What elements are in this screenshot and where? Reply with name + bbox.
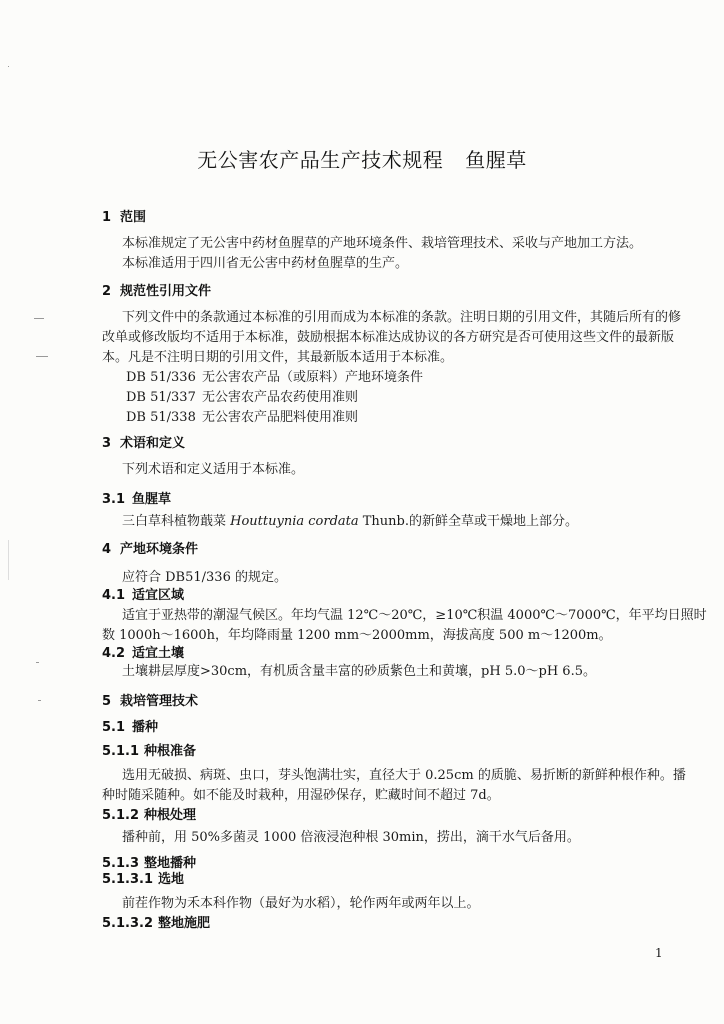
- reference-item: DB 51/336 无公害农产品（或原料）产地环境条件: [126, 370, 424, 385]
- section-5-1-3-1-line: 前茬作物为禾本科作物（最好为水稻），轮作两年或两年以上。: [122, 896, 480, 911]
- definition-text: 三白草科植物蕺菜 Houttuynia cordata Thunb.的新鲜全草或干燥地上部分。: [122, 514, 579, 529]
- section-5-1-3-1-heading: 5.1.3.1 选地: [102, 872, 185, 887]
- section-4-2-line: 土壤耕层厚度>30cm，有机质含量丰富的砂质紫色土和黄壤，pH 5.0～pH 6.5。: [122, 664, 596, 679]
- section-3-1-heading: 3.1 鱼腥草: [102, 492, 172, 507]
- section-4-paragraph: 应符合 DB51/336 的规定。: [122, 570, 287, 585]
- title-subject: 鱼腥草: [465, 148, 527, 172]
- section-2-paragraph-line: 本。凡是不注明日期的引用文件，其最新版本适用于本标准。: [102, 350, 454, 365]
- section-4-heading: 4 产地环境条件: [102, 542, 199, 557]
- section-2-heading: 2 规范性引用文件: [102, 284, 212, 299]
- section-5-1-3-2-heading: 5.1.3.2 整地施肥: [102, 916, 211, 931]
- section-1-paragraph-2: 本标准适用于四川省无公害中药材鱼腥草的生产。: [122, 256, 409, 271]
- section-4-1-heading: 4.1 适宜区域: [102, 588, 185, 603]
- section-5-1-1-heading: 5.1.1 种根准备: [102, 744, 197, 759]
- section-3-paragraph: 下列术语和定义适用于本标准。: [122, 462, 305, 477]
- section-4-2-heading: 4.2 适宜土壤: [102, 646, 185, 661]
- section-3-heading: 3 术语和定义: [102, 436, 186, 451]
- section-5-heading: 5 栽培管理技术: [102, 694, 199, 709]
- section-4-1-line: 数 1000h～1600h，年均降雨量 1200 mm～2000mm，海拔高度 500 m～1200m。: [102, 628, 612, 643]
- reference-item: DB 51/338 无公害农产品肥料使用准则: [126, 410, 359, 425]
- page-title: [0, 144, 724, 173]
- section-1-paragraph-1: 本标准规定了无公害中药材鱼腥草的产地环境条件、栽培管理技术、采收与产地加工方法。: [122, 236, 643, 251]
- section-5-1-2-heading: 5.1.2 种根处理: [102, 808, 197, 823]
- section-5-1-1-line: 选用无破损、病斑、虫口，芽头饱满壮实，直径大于 0.25cm 的质脆、易折断的新鲜种根作种。播: [122, 768, 686, 783]
- section-1-heading: 1 范围: [102, 210, 147, 225]
- section-5-1-1-line: 种时随采随种。如不能及时栽种，用湿砂保存，贮藏时间不超过 7d。: [102, 788, 500, 803]
- latin-name: Houttuynia cordata: [230, 514, 359, 529]
- page-number: 1: [655, 946, 663, 960]
- section-5-1-3-heading: 5.1.3 整地播种: [102, 856, 197, 871]
- section-5-1-2-line: 播种前，用 50%多菌灵 1000 倍液浸泡种根 30min，捞出，滴干水气后备用。: [122, 830, 580, 845]
- section-5-1-heading: 5.1 播种: [102, 720, 159, 735]
- section-2-paragraph-line: 改单或修改版均不适用于本标准，鼓励根据本标准达成协议的各方研究是否可使用这些文件的最新版: [102, 330, 675, 345]
- section-4-1-line: 适宜于亚热带的潮湿气候区。年均气温 12℃～20℃，≥10℃积温 4000℃～7000℃，年平均日照时: [122, 608, 707, 623]
- title-main: 无公害农产品生产技术规程: [197, 148, 444, 172]
- reference-item: DB 51/337 无公害农产品农药使用准则: [126, 390, 359, 405]
- section-2-paragraph-line: 下列文件中的条款通过本标准的引用而成为本标准的条款。注明日期的引用文件，其随后所有的修: [122, 310, 682, 325]
